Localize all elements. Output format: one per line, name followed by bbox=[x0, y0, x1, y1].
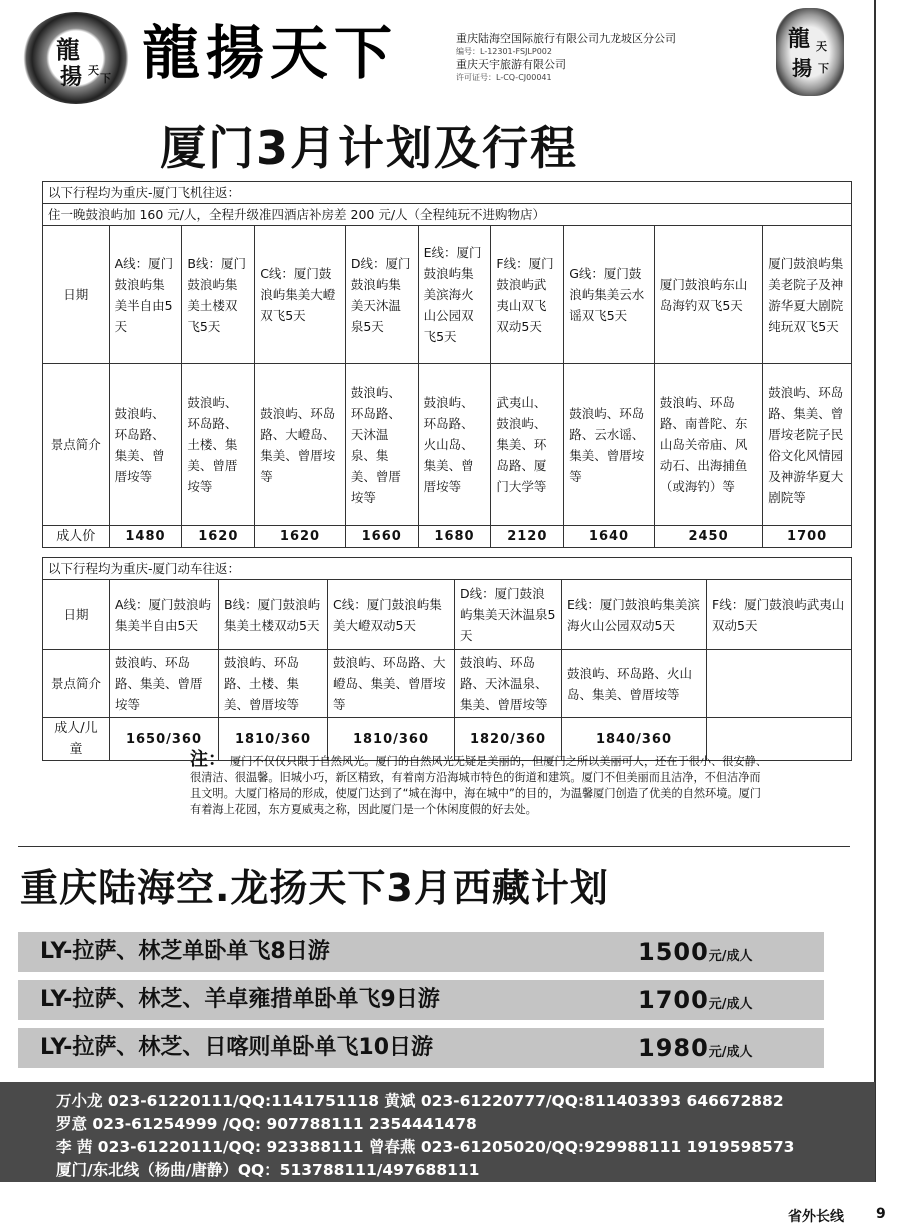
row-label-price: 成人价 bbox=[43, 526, 110, 548]
section-label: 省外长线 bbox=[788, 1209, 844, 1225]
route-name: D线：厦门鼓浪屿集美天沐温泉5天 bbox=[455, 580, 562, 650]
train-table bbox=[42, 557, 852, 761]
row-label-date: 日期 bbox=[43, 580, 110, 650]
row-label-price: 成人/儿童 bbox=[43, 718, 110, 761]
flight-notice-2: 住一晚鼓浪屿加 160 元/人，全程升级准四酒店补房差 200 元/人（全程纯玩不进购物店） bbox=[43, 204, 852, 226]
route-price: 1680 bbox=[418, 526, 491, 548]
contact-line: 万小龙 023-61220111/QQ:1141751118 黄斌 023-61220777/QQ:811403393 646672882 bbox=[56, 1092, 784, 1110]
route-price: 1660 bbox=[345, 526, 418, 548]
route-name: E线：厦门鼓浪屿集美滨海火山公园双飞5天 bbox=[418, 226, 491, 364]
route-price: 1640 bbox=[564, 526, 655, 548]
agency-name-2: 重庆天宇旅游有限公司 bbox=[456, 58, 566, 71]
contact-line: 厦门/东北线（杨曲/唐静）QQ：513788111/497688111 bbox=[56, 1161, 480, 1179]
price-unit: 元/成人 bbox=[708, 1045, 753, 1060]
route-spots: 鼓浪屿、环岛路、土楼、集美、曾厝垵等 bbox=[182, 364, 255, 526]
route-price: 1650/360 bbox=[110, 718, 219, 761]
price-unit: 元/成人 bbox=[708, 997, 753, 1012]
logo-char: 揚 bbox=[60, 64, 83, 90]
tour-price-value: 1980 bbox=[638, 1034, 709, 1062]
brand-seal bbox=[776, 8, 844, 96]
route-name: C线：厦门鼓浪屿集美大嶝双动5天 bbox=[328, 580, 455, 650]
route-name: 厦门鼓浪屿集美老院子及神游华夏大剧院纯玩双飞5天 bbox=[763, 226, 852, 364]
route-spots: 鼓浪屿、环岛路、集美、曾厝垵等 bbox=[109, 364, 182, 526]
price-unit: 元/成人 bbox=[708, 949, 753, 964]
logo-char: 天 bbox=[88, 64, 99, 77]
route-name: F线：厦门鼓浪屿武夷山双动5天 bbox=[707, 580, 852, 650]
tour-name: LY-拉萨、林芝、羊卓雍措单卧单飞9日游 bbox=[40, 987, 440, 1012]
route-spots bbox=[707, 650, 852, 718]
route-name: C线：厦门鼓浪屿集美大嶝双飞5天 bbox=[255, 226, 346, 364]
page-title: 厦门3月计划及行程 bbox=[160, 121, 579, 175]
route-price: 1700 bbox=[763, 526, 852, 548]
tibet-tour-bar bbox=[18, 1028, 824, 1068]
route-name: B线：厦门鼓浪屿集美土楼双动5天 bbox=[219, 580, 328, 650]
row-label-spots: 景点简介 bbox=[43, 364, 110, 526]
tour-name: LY-拉萨、林芝单卧单飞8日游 bbox=[40, 939, 330, 964]
section-divider bbox=[18, 846, 850, 847]
route-price: 1820/360 bbox=[455, 718, 562, 761]
route-price: 1840/360 bbox=[562, 718, 707, 761]
brand-logo bbox=[22, 12, 130, 104]
route-name: E线：厦门鼓浪屿集美滨海火山公园双动5天 bbox=[562, 580, 707, 650]
route-spots: 鼓浪屿、环岛路、土楼、集美、曾厝垵等 bbox=[219, 650, 328, 718]
agency-license-1: 编号：L-12301-FSJLP002 bbox=[456, 47, 552, 56]
route-name: F线：厦门鼓浪屿武夷山双飞双动5天 bbox=[491, 226, 564, 364]
route-price: 1620 bbox=[255, 526, 346, 548]
route-name: D线：厦门鼓浪屿集美天沐温泉5天 bbox=[345, 226, 418, 364]
route-name: A线：厦门鼓浪屿集美半自由5天 bbox=[110, 580, 219, 650]
note-text: 厦门不仅仅只限于自然风光。厦门的自然风光无疑是美丽的，但厦门之所以美丽可人，还在于很小、很安静、很清洁、很温馨。旧城小巧，新区精致，有着南方沿海城市特色的街道和建筑。厦门不但美丽而且洁净，不但洁净而且文明。大厦门格局的形成，使厦门达到了“城在海中，海在城中”的目的，为温馨厦门创造了优美的自然环境。厦门有着海上花园，东方夏威夷之称，因此厦门是一个休闲度假的好去处。 bbox=[190, 755, 768, 816]
contact-panel bbox=[0, 1082, 875, 1182]
tibet-tour-bar bbox=[18, 980, 824, 1020]
route-spots: 鼓浪屿、环岛路、天沐温泉、集美、曾厝垵等 bbox=[345, 364, 418, 526]
route-spots: 武夷山、鼓浪屿、集美、环岛路、厦门大学等 bbox=[491, 364, 564, 526]
brand-name: 龍揚天下 bbox=[142, 19, 399, 87]
route-name: A线：厦门鼓浪屿集美半自由5天 bbox=[109, 226, 182, 364]
route-spots: 鼓浪屿、环岛路、天沐温泉、集美、曾厝垵等 bbox=[455, 650, 562, 718]
route-spots: 鼓浪屿、环岛路、大嶝岛、集美、曾厝垵等 bbox=[328, 650, 455, 718]
row-label-date: 日期 bbox=[43, 226, 110, 364]
route-spots: 鼓浪屿、环岛路、集美、曾厝垵等 bbox=[110, 650, 219, 718]
tibet-title: 重庆陆海空.龙扬天下3月西藏计划 bbox=[20, 866, 609, 910]
route-name: G线：厦门鼓浪屿集美云水谣双飞5天 bbox=[564, 226, 655, 364]
tour-price bbox=[638, 980, 753, 1025]
note-label: 注： bbox=[190, 749, 226, 770]
route-price: 1620 bbox=[182, 526, 255, 548]
train-notice: 以下行程均为重庆-厦门动车往返： bbox=[43, 558, 852, 580]
seal-char: 下 bbox=[818, 62, 829, 75]
flight-notice: 以下行程均为重庆-厦门飞机往返： bbox=[43, 182, 852, 204]
contact-line: 罗意 023-61254999 /QQ: 907788111 2354441478 bbox=[56, 1115, 477, 1133]
agency-license-2: 许可证号：L-CQ-CJ00041 bbox=[456, 73, 552, 82]
tour-price bbox=[638, 1028, 753, 1073]
logo-char: 龍 bbox=[56, 35, 80, 64]
route-spots: 鼓浪屿、环岛路、南普陀、东山岛关帝庙、风动石、出海捕鱼（或海钓）等 bbox=[654, 364, 762, 526]
route-name: B线：厦门鼓浪屿集美土楼双飞5天 bbox=[182, 226, 255, 364]
agency-info bbox=[456, 32, 676, 84]
page-right-rule bbox=[874, 0, 876, 1182]
route-spots: 鼓浪屿、环岛路、火山岛、集美、曾厝垵等 bbox=[562, 650, 707, 718]
row-label-spots: 景点简介 bbox=[43, 650, 110, 718]
route-price: 1810/360 bbox=[219, 718, 328, 761]
contact-line: 李 茜 023-61220111/QQ: 923388111 曾春燕 023-61205020/QQ:929988111 1919598573 bbox=[56, 1138, 795, 1156]
seal-char: 天 bbox=[816, 40, 827, 53]
flight-table bbox=[42, 181, 852, 548]
route-spots: 鼓浪屿、环岛路、集美、曾厝垵老院子民俗文化风情园及神游华夏大剧院等 bbox=[763, 364, 852, 526]
tour-name: LY-拉萨、林芝、日喀则单卧单飞10日游 bbox=[40, 1035, 434, 1060]
route-price: 2450 bbox=[654, 526, 762, 548]
page-number: 9 bbox=[876, 1206, 886, 1222]
tour-price-value: 1500 bbox=[638, 938, 709, 966]
agency-name-1: 重庆陆海空国际旅行有限公司九龙坡区分公司 bbox=[456, 32, 676, 45]
logo-char: 下 bbox=[100, 72, 111, 85]
route-name: 厦门鼓浪屿东山岛海钓双飞5天 bbox=[654, 226, 762, 364]
route-spots: 鼓浪屿、环岛路、大嶝岛、集美、曾厝垵等 bbox=[255, 364, 346, 526]
tibet-tour-bar bbox=[18, 932, 824, 972]
route-price: 1810/360 bbox=[328, 718, 455, 761]
route-spots: 鼓浪屿、环岛路、云水谣、集美、曾厝垵等 bbox=[564, 364, 655, 526]
xiamen-note bbox=[190, 749, 770, 818]
tour-price bbox=[638, 932, 753, 977]
route-price: 2120 bbox=[491, 526, 564, 548]
route-price: 1480 bbox=[109, 526, 182, 548]
seal-char: 揚 bbox=[792, 56, 812, 80]
seal-char: 龍 bbox=[788, 26, 811, 52]
tour-price-value: 1700 bbox=[638, 986, 709, 1014]
route-spots: 鼓浪屿、环岛路、火山岛、集美、曾厝垵等 bbox=[418, 364, 491, 526]
